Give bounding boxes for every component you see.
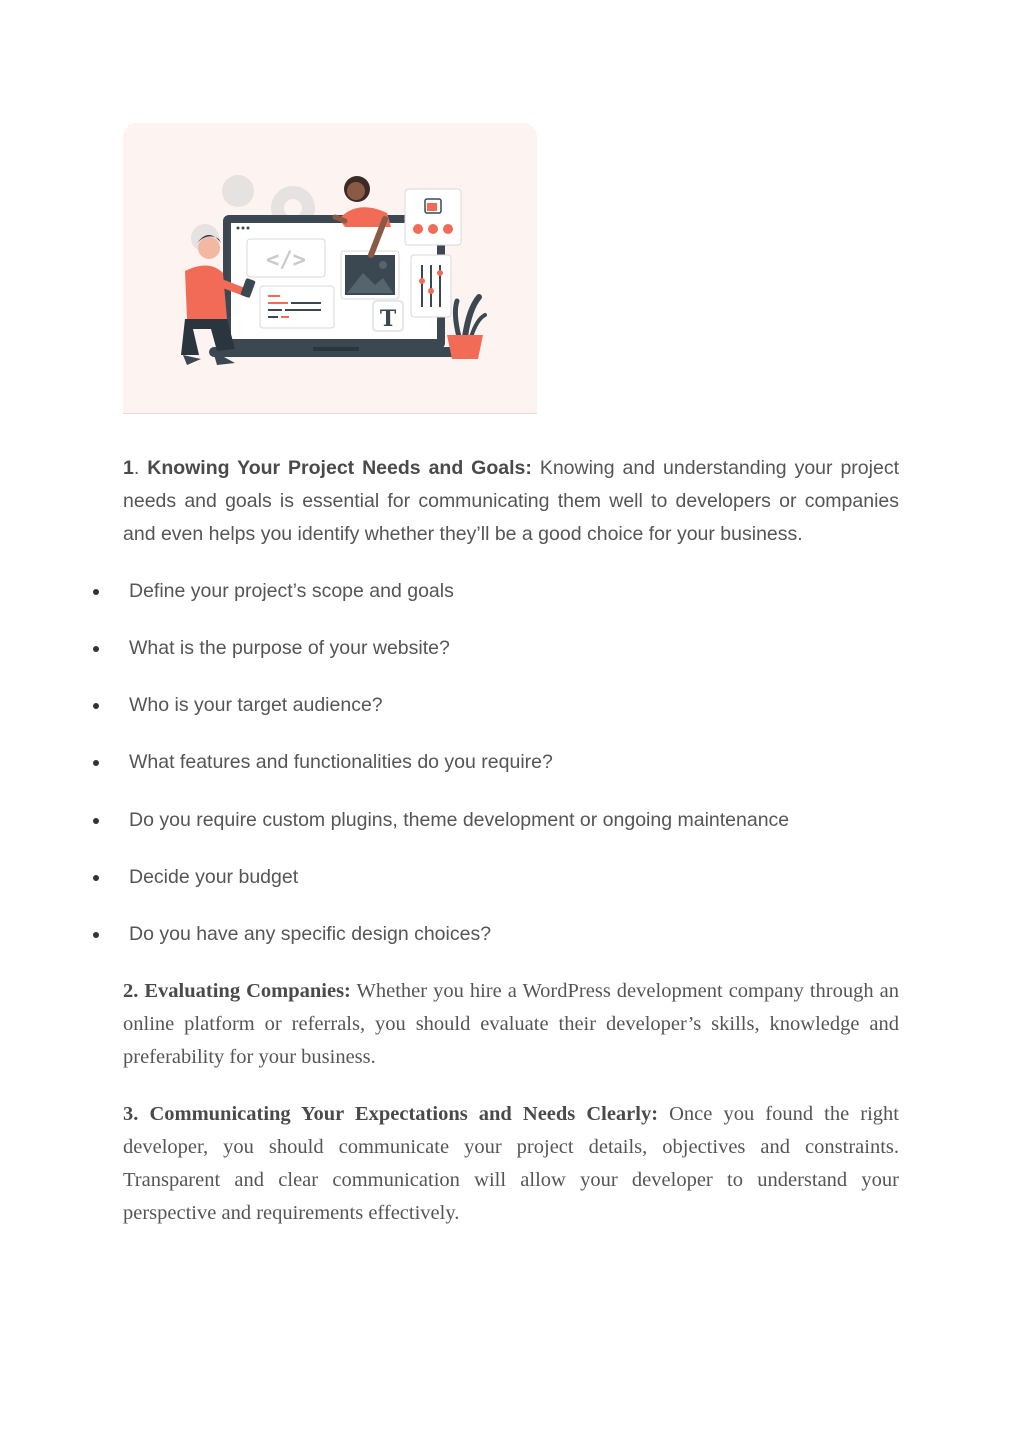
list-item: Decide your budget bbox=[129, 861, 298, 894]
text-lines-window bbox=[260, 286, 334, 328]
bullet-icon bbox=[93, 646, 99, 652]
code-glyph: </> bbox=[266, 248, 306, 273]
code-window bbox=[247, 239, 325, 277]
bullet-icon bbox=[93, 589, 99, 595]
web-development-illustration bbox=[123, 123, 537, 413]
section-communicating-expectations bbox=[123, 1098, 899, 1230]
bullet-icon bbox=[93, 760, 99, 766]
list-item: Define your project’s scope and goals bbox=[129, 575, 454, 608]
plant-icon bbox=[447, 297, 485, 359]
bullet-icon bbox=[93, 932, 99, 938]
section-heading: 3. Communicating Your Expectations and Needs Clearly: bbox=[123, 1103, 659, 1125]
list-item: Do you have any specific design choices? bbox=[129, 918, 491, 951]
section-body: Knowing and understanding your project needs and goals is essential for communicating them well to developers or companies and even helps you identify whether they’ll be a good choice for your business. bbox=[123, 457, 899, 545]
hero-illustration bbox=[123, 123, 537, 414]
section-number: 1 bbox=[123, 457, 134, 479]
palette-window bbox=[405, 189, 461, 245]
image-window bbox=[341, 251, 399, 299]
section-heading: Knowing Your Project Needs and Goals: bbox=[147, 457, 532, 479]
section-heading: 2. Evaluating Companies: bbox=[123, 980, 351, 1002]
section-evaluating-companies bbox=[123, 975, 899, 1074]
sliders-window bbox=[411, 255, 451, 317]
list-item: What is the purpose of your website? bbox=[129, 632, 450, 665]
list-item: What features and functionalities do you require? bbox=[129, 746, 553, 779]
bullet-icon bbox=[93, 818, 99, 824]
section-knowing-needs bbox=[123, 452, 899, 551]
list-item: Who is your target audience? bbox=[129, 689, 383, 722]
list-item: Do you require custom plugins, theme development or ongoing maintenance bbox=[129, 804, 789, 837]
text-tool-glyph: T bbox=[379, 306, 397, 332]
section-body: Once you found the right developer, you should communicate your project details, objectives and constraints. Transparent and clear communication will allow your developer to understand your perspective and requirements effectively. bbox=[123, 1103, 899, 1224]
section-body: Whether you hire a WordPress development company through an online platform or referrals, you should evaluate their developer’s skills, knowledge and preferability for your business. bbox=[123, 980, 899, 1068]
bullet-icon bbox=[93, 875, 99, 881]
text-tool-window bbox=[373, 301, 403, 332]
bullet-icon bbox=[93, 703, 99, 709]
period: . bbox=[133, 457, 148, 479]
